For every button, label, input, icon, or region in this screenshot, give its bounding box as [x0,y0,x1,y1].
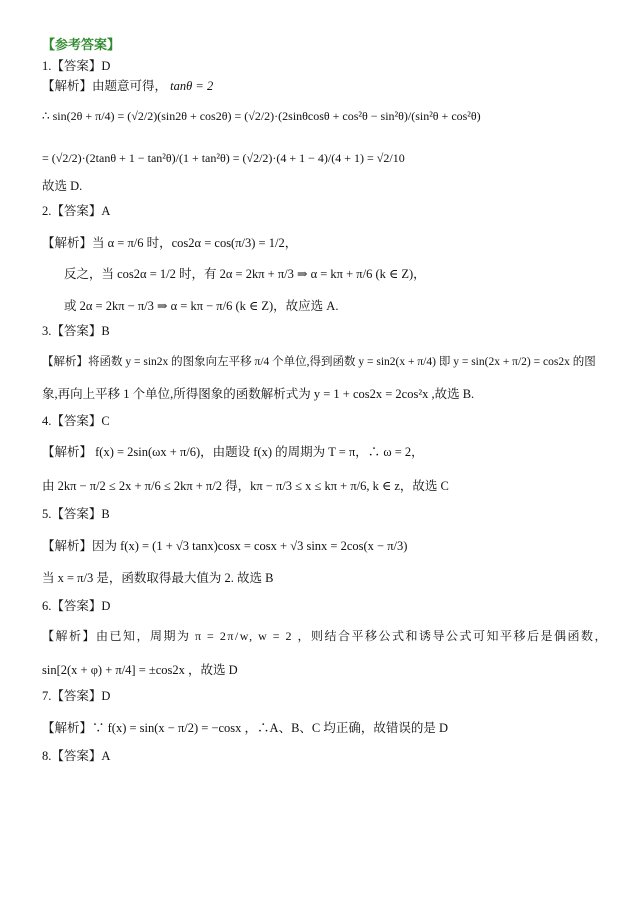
q3-answer: 3.【答案】B [42,324,110,338]
q1-analysis-text: 由题意可得， [92,79,168,93]
q7-answer: 7.【答案】D [42,689,111,703]
q1-step2: = (√2/2)·(2tanθ + 1 − tan²θ)/(1 + tan²θ) = (√2/2)·(4 + 1 − 4)/(4 + 1) = √2/10 [42,151,405,165]
q7-line1: 【解析】∵ f(x) = sin(x − π/2) = −cosx ，∴A、B、C 均正确，故错误的是 D [42,721,449,735]
q4-line1: 【解析】 f(x) = 2sin(ωx + π/6)，由题设 f(x) 的周期为 T = π，∴ ω = 2， [42,445,424,459]
q2-answer: 2.【答案】A [42,204,111,218]
q4-line2: 由 2kπ − π/2 ≤ 2x + π/6 ≤ 2kπ + π/2 得，kπ − π/3 ≤ x ≤ kπ + π/6, k ∈ z，故选 C [42,479,449,493]
q6-line1: 【解析】由已知，周期为 π = 2π/w, w = 2 ，则结合平移公式和诱导公式可知平移后是偶函数， [42,629,609,643]
q1-given: tanθ = 2 [170,79,214,93]
q1-analysis-label: 【解析】 [42,79,93,93]
q5-line2: 当 x = π/3 是，函数取得最大值为 2. 故选 B [42,571,274,585]
q5-answer: 5.【答案】B [42,507,110,521]
q8-answer: 8.【答案】A [42,749,111,763]
q1-step1: ∴ sin(2θ + π/4) = (√2/2)(sin2θ + cos2θ) = (√2/2)·(2sinθcosθ + cos²θ − sin²θ)/(sin²θ + cos²θ) [42,109,481,123]
q5-line1: 【解析】因为 f(x) = (1 + √3 tanx)cosx = cosx + √3 sinx = 2cos(x − π/3) [42,539,408,553]
q2-line3: 或 2α = 2kπ − π/3 ⇒ α = kπ − π/6 (k ∈ Z)，故应选 A. [64,299,339,313]
q3-line1: 【解析】将函数 y = sin2x 的图象向左平移 π/4 个单位,得到函数 y = sin2(x + π/4) 即 y = sin(2x + π/2) = cos2x 的图 [42,356,596,368]
q1-conclusion: 故选 D. [42,179,83,193]
q3-line2: 象,再向上平移 1 个单位,所得图象的函数解析式为 y = 1 + cos2x = 2cos²x ,故选 B. [42,387,475,401]
q2-line2: 反之，当 cos2α = 1/2 时，有 2α = 2kπ + π/3 ⇒ α = kπ + π/6 (k ∈ Z)， [64,267,426,281]
q1-analysis [42,80,213,93]
q1-answer: 1.【答案】D [42,59,111,73]
q4-answer: 4.【答案】C [42,414,110,428]
section-header: 【参考答案】 [42,37,121,52]
q2-line1: 【解析】当 α = π/6 时，cos2α = cos(π/3) = 1/2， [42,236,298,250]
q6-line2: sin[2(x + φ) + π/4] = ±cos2x ，故选 D [42,663,238,677]
q6-answer: 6.【答案】D [42,599,111,613]
